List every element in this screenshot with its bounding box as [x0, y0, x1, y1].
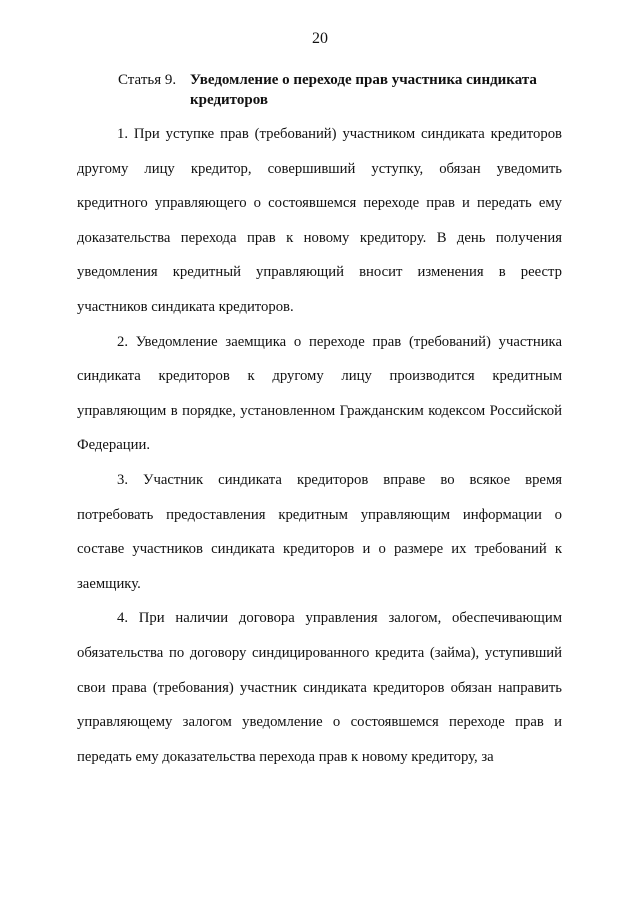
- article-title: Уведомление о переходе прав участника синдиката кредиторов: [190, 72, 537, 108]
- paragraph-1: 1. При уступке прав (требований) участником синдиката кредиторов другому лицу кредитор, совершивший уступку, обязан уведомить кредитного управляющего о состоявшемся переходе прав и передать ему доказательства перехода прав к новому кредитору. В день получения уведомления кредитный управляющий вносит изменения в реестр участников синдиката кредиторов.: [77, 126, 562, 315]
- paragraph-4: 4. При наличии договора управления залогом, обеспечивающим обязательства по договору синдицированного кредита (займа), уступивший свои права (требования) участник синдиката кредиторов обязан направить управляющему залогом уведомление о состоявшемся переходе прав и передать ему доказательства перехода прав к новому кредитору, за: [77, 610, 562, 765]
- article-label: Статья 9.: [118, 72, 177, 88]
- page-number: 20: [312, 30, 328, 47]
- article-body: [77, 117, 562, 774]
- paragraph-2: 2. Уведомление заемщика о переходе прав (требований) участника синдиката кредиторов к другому лицу производится кредитным управляющим в порядке, установленном Гражданским кодексом Российской Федерации.: [77, 333, 562, 454]
- paragraph-3: 3. Участник синдиката кредиторов вправе во всякое время потребовать предоставления кредитным управляющим информации о составе участников синдиката кредиторов и о размере их требований к заемщику.: [77, 471, 562, 592]
